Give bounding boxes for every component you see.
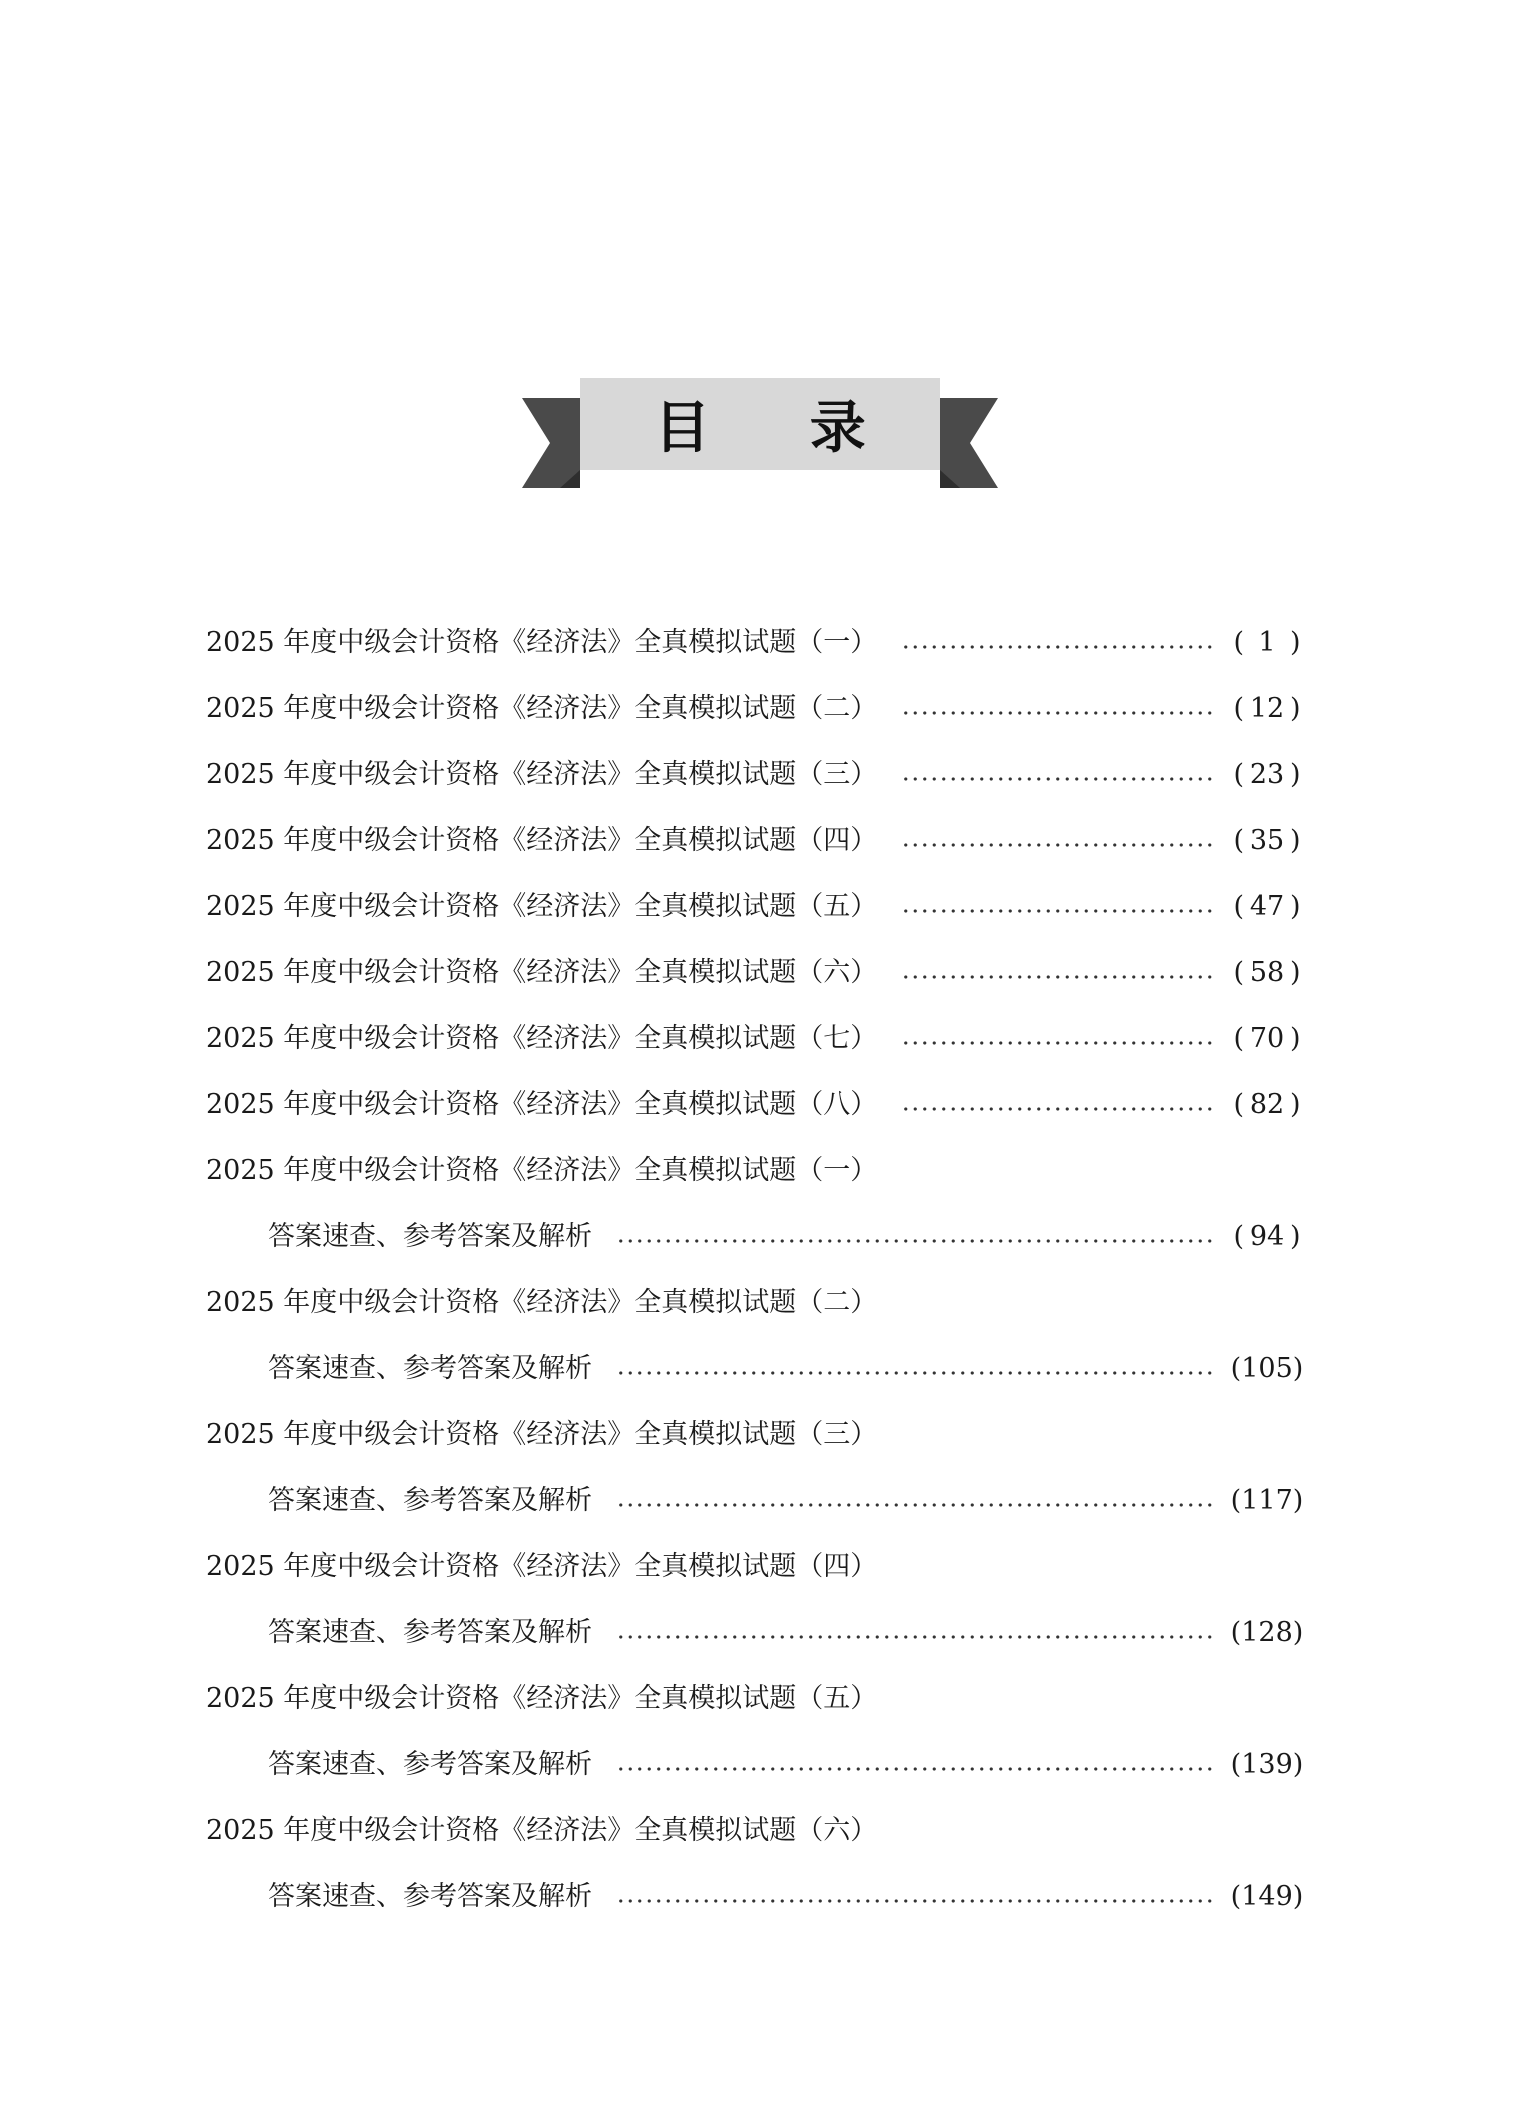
toc-entry-page: (117) bbox=[1228, 1468, 1306, 1534]
dot-leader bbox=[616, 1600, 1214, 1666]
toc-answer-heading[interactable] bbox=[206, 1138, 1306, 1204]
dot-leader bbox=[901, 676, 1214, 742]
dot-leader bbox=[901, 1006, 1214, 1072]
dot-leader bbox=[616, 1732, 1214, 1798]
dot-leader bbox=[901, 742, 1214, 808]
page-number: 70 bbox=[1249, 1023, 1285, 1054]
toc-entry-label: 2025 年度中级会计资格《经济法》全真模拟试题（八） bbox=[206, 1089, 878, 1120]
toc-entry-page: (139) bbox=[1228, 1732, 1306, 1798]
toc-entry-label: 2025 年度中级会计资格《经济法》全真模拟试题（三） bbox=[206, 759, 878, 790]
dot-leader bbox=[616, 1864, 1214, 1930]
toc-answer-heading[interactable] bbox=[206, 1270, 1306, 1336]
toc-entry-page: ( 58 ) bbox=[1228, 940, 1306, 1006]
toc-answer-heading-label: 2025 年度中级会计资格《经济法》全真模拟试题（六） bbox=[206, 1815, 878, 1846]
toc-answer-heading-label: 2025 年度中级会计资格《经济法》全真模拟试题（二） bbox=[206, 1287, 878, 1318]
page-number: 47 bbox=[1249, 891, 1285, 922]
dot-leader bbox=[616, 1204, 1214, 1270]
toc-answer-heading-label: 2025 年度中级会计资格《经济法》全真模拟试题（五） bbox=[206, 1683, 878, 1714]
toc-answer-heading-label: 2025 年度中级会计资格《经济法》全真模拟试题（三） bbox=[206, 1419, 878, 1450]
toc-entry[interactable] bbox=[206, 808, 1306, 874]
dot-leader bbox=[901, 808, 1214, 874]
page-number: 105 bbox=[1241, 1353, 1293, 1384]
page-number: 23 bbox=[1249, 759, 1285, 790]
page-number: 94 bbox=[1249, 1221, 1285, 1252]
toc-answer-entry[interactable] bbox=[206, 1204, 1306, 1270]
toc-entry-label: 2025 年度中级会计资格《经济法》全真模拟试题（六） bbox=[206, 957, 878, 988]
toc-answer-label: 答案速查、参考答案及解析 bbox=[268, 1353, 592, 1384]
toc-answer-label: 答案速查、参考答案及解析 bbox=[268, 1617, 592, 1648]
page-number: 117 bbox=[1241, 1485, 1293, 1516]
dot-leader bbox=[901, 940, 1214, 1006]
toc-answer-heading[interactable] bbox=[206, 1402, 1306, 1468]
toc-answer-label: 答案速查、参考答案及解析 bbox=[268, 1749, 592, 1780]
toc-entry-page: ( 35 ) bbox=[1228, 808, 1306, 874]
page-number: 82 bbox=[1249, 1089, 1285, 1120]
toc-answer-heading-label: 2025 年度中级会计资格《经济法》全真模拟试题（一） bbox=[206, 1155, 878, 1186]
toc-entry-page: ( 70 ) bbox=[1228, 1006, 1306, 1072]
toc-entry-label: 2025 年度中级会计资格《经济法》全真模拟试题（四） bbox=[206, 825, 878, 856]
toc-answer-label: 答案速查、参考答案及解析 bbox=[268, 1881, 592, 1912]
toc-answer-heading-label: 2025 年度中级会计资格《经济法》全真模拟试题（四） bbox=[206, 1551, 878, 1582]
toc-entry-page: ( 12 ) bbox=[1228, 676, 1306, 742]
toc-answer-entry[interactable] bbox=[206, 1600, 1306, 1666]
toc-answer-heading[interactable] bbox=[206, 1534, 1306, 1600]
page-number: 12 bbox=[1249, 693, 1285, 724]
dot-leader bbox=[901, 610, 1214, 676]
toc-entry-page: ( 47 ) bbox=[1228, 874, 1306, 940]
toc-entry[interactable] bbox=[206, 610, 1306, 676]
dot-leader bbox=[616, 1336, 1214, 1402]
page-title: 目 录 bbox=[654, 396, 906, 461]
toc-entry[interactable] bbox=[206, 742, 1306, 808]
toc-entry-page: ( 1 ) bbox=[1228, 610, 1306, 676]
toc-entry[interactable] bbox=[206, 1006, 1306, 1072]
ribbon-right-tail bbox=[940, 398, 998, 488]
title-ribbon bbox=[520, 378, 1000, 496]
toc-answer-heading[interactable] bbox=[206, 1798, 1306, 1864]
toc-answer-entry[interactable] bbox=[206, 1864, 1306, 1930]
page-number: 58 bbox=[1249, 957, 1285, 988]
toc-answer-entry[interactable] bbox=[206, 1732, 1306, 1798]
toc-answer-entry[interactable] bbox=[206, 1336, 1306, 1402]
toc-entry[interactable] bbox=[206, 874, 1306, 940]
toc-entry[interactable] bbox=[206, 1072, 1306, 1138]
toc-entry-page: ( 94 ) bbox=[1228, 1204, 1306, 1270]
toc-answer-label: 答案速查、参考答案及解析 bbox=[268, 1221, 592, 1252]
toc-answer-label: 答案速查、参考答案及解析 bbox=[268, 1485, 592, 1516]
toc-entry-label: 2025 年度中级会计资格《经济法》全真模拟试题（五） bbox=[206, 891, 878, 922]
toc-entry-label: 2025 年度中级会计资格《经济法》全真模拟试题（一） bbox=[206, 627, 878, 658]
page-number: 128 bbox=[1241, 1617, 1293, 1648]
dot-leader bbox=[901, 874, 1214, 940]
toc-entry-label: 2025 年度中级会计资格《经济法》全真模拟试题（七） bbox=[206, 1023, 878, 1054]
dot-leader bbox=[616, 1468, 1214, 1534]
page-number: 139 bbox=[1241, 1749, 1293, 1780]
toc-entry-page: (105) bbox=[1228, 1336, 1306, 1402]
toc-entry-page: (149) bbox=[1228, 1864, 1306, 1930]
table-of-contents bbox=[206, 610, 1306, 1930]
toc-answer-heading[interactable] bbox=[206, 1666, 1306, 1732]
page-number: 149 bbox=[1241, 1881, 1293, 1912]
toc-entry-page: (128) bbox=[1228, 1600, 1306, 1666]
toc-entry-page: ( 23 ) bbox=[1228, 742, 1306, 808]
toc-entry-label: 2025 年度中级会计资格《经济法》全真模拟试题（二） bbox=[206, 693, 878, 724]
dot-leader bbox=[901, 1072, 1214, 1138]
toc-entry[interactable] bbox=[206, 676, 1306, 742]
toc-answer-entry[interactable] bbox=[206, 1468, 1306, 1534]
page-number: 1 bbox=[1258, 627, 1276, 658]
page-number: 35 bbox=[1249, 825, 1285, 856]
ribbon-left-tail bbox=[522, 398, 580, 488]
toc-entry[interactable] bbox=[206, 940, 1306, 1006]
toc-entry-page: ( 82 ) bbox=[1228, 1072, 1306, 1138]
